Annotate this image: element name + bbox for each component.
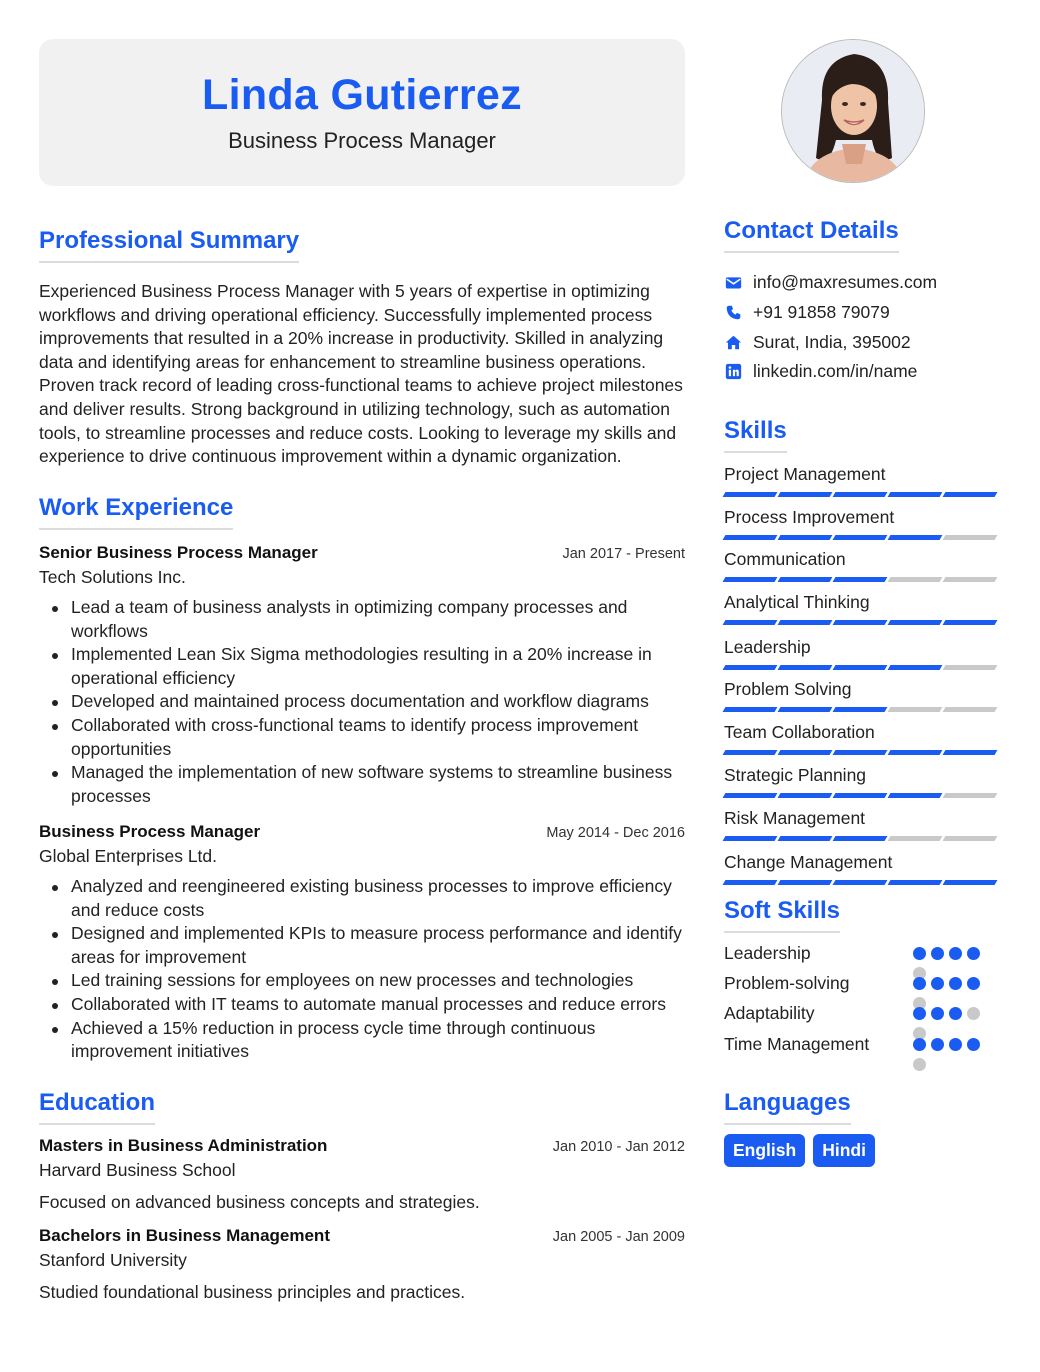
skill-level-segment	[723, 707, 778, 712]
experience-entry	[39, 543, 685, 808]
skill-level-segment	[888, 492, 943, 497]
job-bullet: Designed and implemented KPIs to measure process performance and identify areas for improvement	[71, 922, 685, 969]
language-badge: English	[724, 1134, 805, 1167]
job-bullet: Analyzed and reengineered existing business processes to improve efficiency and reduce costs	[71, 875, 685, 922]
skill-level-bar	[724, 880, 996, 885]
job-bullet: Collaborated with IT teams to automate manual processes and reduce errors	[71, 993, 685, 1017]
candidate-name: Linda Gutierrez	[202, 71, 522, 119]
rating-dot	[913, 1058, 926, 1071]
skill-level-segment	[888, 707, 943, 712]
rating-dot	[967, 1007, 980, 1020]
rating-dot	[949, 1007, 962, 1020]
skill-level-segment	[943, 577, 998, 582]
skill-level-segment	[833, 793, 888, 798]
education-entry	[39, 1226, 685, 1303]
skill-level-segment	[943, 793, 998, 798]
skill-level-segment	[943, 707, 998, 712]
skill-level-segment	[943, 836, 998, 841]
skill-level-segment	[833, 665, 888, 670]
skill-level-segment	[723, 750, 778, 755]
skill-row	[724, 592, 1000, 613]
skill-level-segment	[833, 707, 888, 712]
header-card	[39, 39, 685, 186]
job-bullets	[39, 875, 685, 1064]
skill-row	[724, 808, 1000, 829]
skill-level-segment	[723, 620, 778, 625]
rating-dot	[967, 947, 980, 960]
skill-level-segment	[888, 793, 943, 798]
section-title-education: Education	[39, 1089, 155, 1125]
job-bullet: Achieved a 15% reduction in process cycle time through continuous improvement initiatives	[71, 1017, 685, 1064]
skill-level-bar	[724, 836, 996, 841]
skill-level-segment	[888, 577, 943, 582]
contact-email-text: info@maxresumes.com	[753, 272, 938, 293]
skill-level-segment	[778, 836, 833, 841]
contact-linkedin-text: linkedin.com/in/name	[753, 361, 918, 382]
skill-level-bar	[724, 750, 996, 755]
job-bullet: Implemented Lean Six Sigma methodologies resulting in a 20% increase in operational efficiency	[71, 643, 685, 690]
profile-photo	[781, 39, 925, 183]
contact-phone-text: +91 91858 79079	[753, 302, 890, 323]
candidate-title: Business Process Manager	[228, 128, 496, 153]
summary-text: Experienced Business Process Manager with 5 years of expertise in optimizing workflows and driving operational efficiency. Successfully implemented process improvements that resulted in a 20% increase in productivity. Skilled in analyzing data and identifying areas for enhancement to streamline business operations. Proven track record of leading cross-functional teams to achieve project milestones and deliver results. Strong background in utilizing technology, such as automation tools, to streamline processes and reduce costs. Looking to leverage my skills and experience to drive continuous improvement within a dynamic organization.	[39, 281, 683, 467]
skill-level-bar	[724, 793, 996, 798]
section-title-experience: Work Experience	[39, 494, 233, 530]
skill-name: Strategic Planning	[724, 765, 867, 785]
skill-name: Leadership	[724, 637, 811, 657]
skill-row	[724, 679, 1000, 700]
soft-skill-row	[724, 1034, 1004, 1064]
skill-level-segment	[833, 535, 888, 540]
job-bullet: Managed the implementation of new software systems to streamline business processes	[71, 761, 685, 808]
skill-level-segment	[833, 880, 888, 885]
skill-level-segment	[723, 492, 778, 497]
home-icon	[724, 333, 742, 351]
skill-level-segment	[833, 750, 888, 755]
skill-level-segment	[778, 880, 833, 885]
degree-title: Masters in Business Administration	[39, 1136, 328, 1155]
skill-level-bar	[724, 492, 996, 497]
skill-level-segment	[888, 620, 943, 625]
skill-row	[724, 722, 1000, 743]
experience-entry	[39, 822, 685, 1064]
phone-icon	[724, 304, 742, 322]
skill-level-segment	[833, 577, 888, 582]
rating-dot	[913, 1038, 926, 1051]
skill-level-segment	[943, 750, 998, 755]
degree-description: Focused on advanced business concepts and strategies.	[39, 1192, 480, 1212]
job-bullet: Lead a team of business analysts in optimizing company processes and workflows	[71, 596, 685, 643]
skill-level-segment	[723, 577, 778, 582]
skill-row	[724, 637, 1000, 658]
rating-dot	[949, 947, 962, 960]
job-dates: May 2014 - Dec 2016	[546, 825, 685, 841]
skill-level-bar	[724, 665, 996, 670]
skill-level-segment	[723, 880, 778, 885]
skill-level-segment	[943, 620, 998, 625]
skill-level-segment	[723, 535, 778, 540]
skill-level-bar	[724, 535, 996, 540]
contact-address-text: Surat, India, 395002	[753, 331, 911, 352]
skill-row	[724, 507, 1000, 528]
job-bullet: Collaborated with cross-functional teams to identify process improvement opportunities	[71, 714, 685, 761]
skill-name: Problem Solving	[724, 679, 852, 699]
skill-level-segment	[778, 577, 833, 582]
rating-dot	[967, 977, 980, 990]
skill-row	[724, 464, 1000, 485]
skill-level-segment	[833, 836, 888, 841]
degree-description: Studied foundational business principles and practices.	[39, 1282, 466, 1302]
rating-dot	[949, 1038, 962, 1051]
section-title-summary: Professional Summary	[39, 227, 299, 263]
skill-name: Analytical Thinking	[724, 592, 870, 612]
skill-level-segment	[778, 750, 833, 755]
skill-level-segment	[778, 535, 833, 540]
school-name: Harvard Business School	[39, 1160, 236, 1180]
degree-dates: Jan 2005 - Jan 2009	[552, 1229, 685, 1245]
skill-level-segment	[778, 665, 833, 670]
linkedin-icon	[724, 363, 742, 381]
skill-level-segment	[723, 836, 778, 841]
soft-skill-name: Leadership	[724, 943, 811, 963]
skill-level-segment	[888, 880, 943, 885]
skill-level-segment	[943, 665, 998, 670]
contact-phone[interactable]	[724, 298, 1014, 328]
contact-linkedin[interactable]	[724, 357, 1014, 387]
job-bullet: Developed and maintained process documentation and workflow diagrams	[71, 690, 685, 714]
languages-list	[724, 1134, 875, 1167]
degree-title: Bachelors in Business Management	[39, 1226, 330, 1245]
skill-name: Risk Management	[724, 808, 866, 828]
rating-dot	[913, 977, 926, 990]
skill-level-segment	[943, 880, 998, 885]
skill-level-segment	[943, 535, 998, 540]
skill-level-segment	[888, 750, 943, 755]
skill-row	[724, 549, 1000, 570]
skill-level-segment	[723, 793, 778, 798]
rating-dot	[931, 1038, 944, 1051]
skill-level-segment	[723, 665, 778, 670]
rating-dot	[913, 1007, 926, 1020]
education-entry	[39, 1136, 685, 1213]
job-dates: Jan 2017 - Present	[562, 546, 685, 562]
contact-address	[724, 327, 1014, 357]
skill-level-bar	[724, 620, 996, 625]
skill-level-segment	[833, 492, 888, 497]
skill-level-segment	[888, 535, 943, 540]
skill-level-bar	[724, 707, 996, 712]
soft-skill-row	[724, 943, 1004, 973]
skill-name: Change Management	[724, 852, 893, 872]
skill-level-segment	[833, 620, 888, 625]
rating-dot	[931, 1007, 944, 1020]
soft-skill-name: Time Management	[724, 1034, 870, 1054]
skill-level-segment	[888, 836, 943, 841]
rating-dot	[949, 977, 962, 990]
skill-level-segment	[778, 492, 833, 497]
contact-email[interactable]	[724, 268, 1014, 298]
company-name: Global Enterprises Ltd.	[39, 846, 218, 866]
rating-dot	[931, 977, 944, 990]
profile-photo-illustration	[782, 40, 925, 183]
rating-dot	[931, 947, 944, 960]
job-bullets	[39, 596, 685, 808]
skill-name: Process Improvement	[724, 507, 895, 527]
skill-level-segment	[778, 620, 833, 625]
contact-list	[724, 268, 1014, 387]
skill-level-segment	[888, 665, 943, 670]
soft-skill-rating	[913, 1038, 988, 1071]
skill-name: Team Collaboration	[724, 722, 875, 742]
section-title-languages: Languages	[724, 1089, 851, 1125]
soft-skill-name: Problem-solving	[724, 973, 850, 993]
soft-skill-row	[724, 1003, 1004, 1033]
skill-level-segment	[778, 793, 833, 798]
skill-row	[724, 852, 1000, 873]
soft-skill-name: Adaptability	[724, 1003, 815, 1023]
school-name: Stanford University	[39, 1250, 187, 1270]
skill-row	[724, 765, 1000, 786]
skill-level-bar	[724, 577, 996, 582]
rating-dot	[967, 1038, 980, 1051]
skill-level-segment	[943, 492, 998, 497]
company-name: Tech Solutions Inc.	[39, 567, 186, 587]
degree-dates: Jan 2010 - Jan 2012	[552, 1139, 685, 1155]
section-title-soft-skills: Soft Skills	[724, 897, 840, 933]
job-title: Business Process Manager	[39, 822, 261, 841]
language-badge: Hindi	[813, 1134, 875, 1167]
job-bullet: Led training sessions for employees on new processes and technologies	[71, 969, 685, 993]
skill-name: Communication	[724, 549, 846, 569]
skill-name: Project Management	[724, 464, 886, 484]
section-title-skills: Skills	[724, 417, 787, 453]
job-title: Senior Business Process Manager	[39, 543, 318, 562]
section-title-contact: Contact Details	[724, 217, 899, 253]
envelope-icon	[724, 274, 742, 292]
skill-level-segment	[778, 707, 833, 712]
soft-skill-row	[724, 973, 1004, 1003]
rating-dot	[913, 947, 926, 960]
